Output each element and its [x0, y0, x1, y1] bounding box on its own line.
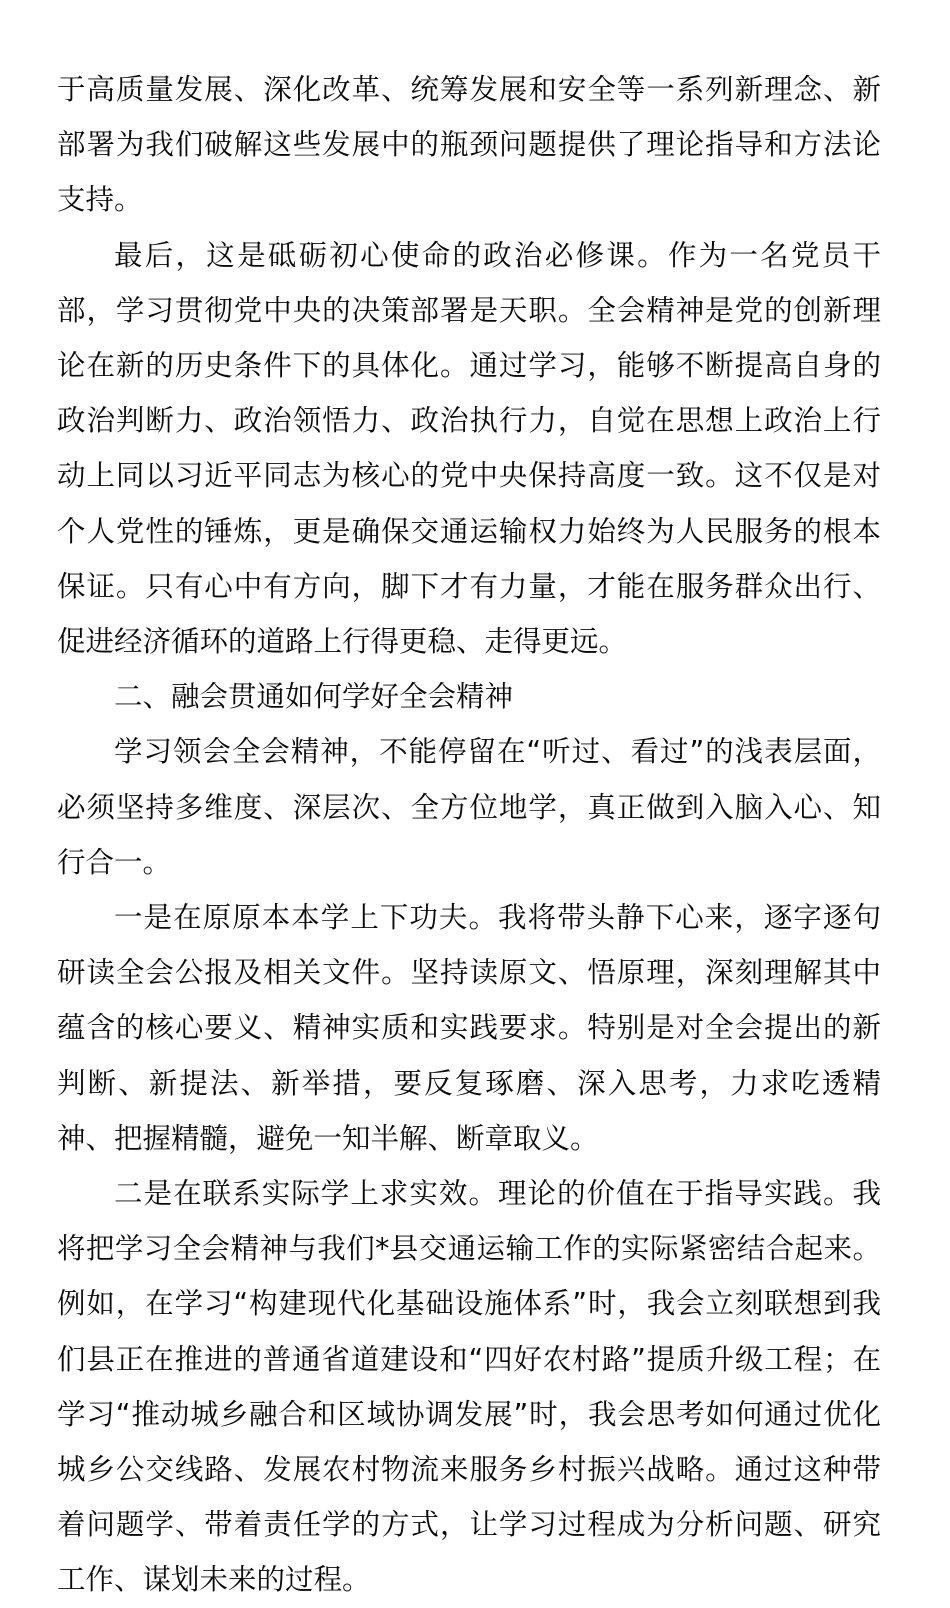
- paragraph-body: 学习领会全会精神，不能停留在“听过、看过”的浅表层面，必须坚持多维度、深层次、全方位地学，真正做到入脑入心、知行合一。: [57, 735, 881, 879]
- paragraph-body: 二是在联系实际学上求实效。理论的价值在于指导实践。我将把学习全会精神与我们*县交通运输工作的实际紧密结合起来。例如，在学习“构建现代化基础设施体系”时，我会立刻联想到我们县正在推进的普通省道建设和“四好农村路”提质升级工程；在学习“推动城乡融合和区域协调发展”时，我会思考如何通过优化城乡公交线路、发展农村物流来服务乡村振兴战略。通过这种带着问题学、带着责任学的方式，让学习过程成为分析问题、研究工作、谋划未来的过程。: [57, 1177, 881, 1597]
- paragraph-body: 一是在原原本本学上下功夫。我将带头静下心来，逐字逐句研读全会公报及相关文件。坚持读原文、悟原理，深刻理解其中蕴含的核心要义、精神实质和实践要求。特别是对全会提出的新判断、新提法、新举措，要反复琢磨、深入思考，力求吃透精神、把握精髓，避免一知半解、断章取义。: [57, 901, 881, 1155]
- paragraph-continued: 于高质量发展、深化改革、统筹发展和安全等一系列新理念、新部署为我们破解这些发展中的瓶颈问题提供了理论指导和方法论支持。: [57, 73, 881, 217]
- paragraph-body: 最后，这是砥砺初心使命的政治必修课。作为一名党员干部，学习贯彻党中央的决策部署是天职。全会精神是党的创新理论在新的历史条件下的具体化。通过学习，能够不断提高自身的政治判断力、政治领悟力、政治执行力，自觉在思想上政治上行动上同以习近平同志为核心的党中央保持高度一致。这不仅是对个人党性的锤炼，更是确保交通运输权力始终为人民服务的根本保证。只有心中有方向，脚下才有力量，才能在服务群众出行、促进经济循环的道路上行得更稳、走得更远。: [57, 238, 881, 659]
- document-text-body: [57, 62, 881, 1608]
- section-heading-two: 二、融会贯通如何学好全会精神: [114, 680, 514, 714]
